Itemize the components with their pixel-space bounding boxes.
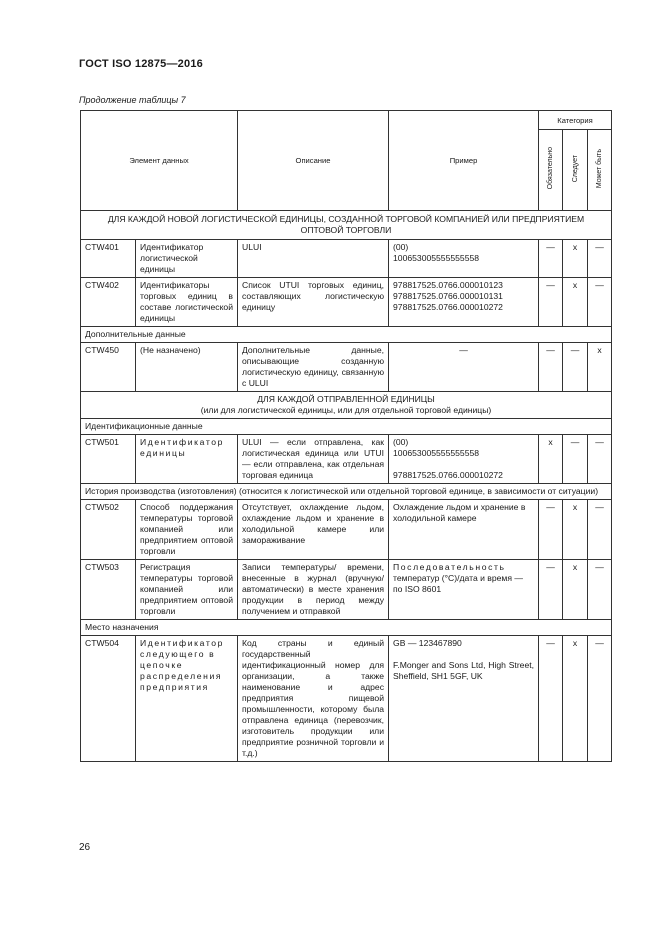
row-mandatory: — [539,636,563,762]
col-header-element: Элемент данных [81,111,238,211]
example-line: GB — 123467890 [393,638,462,648]
row-example [389,636,539,762]
row-may: — [588,560,612,620]
example-line: (00) [393,437,409,447]
example-spacer [393,649,534,660]
row-should: x [563,240,588,278]
table-row [81,560,612,620]
group-row [81,484,612,500]
row-code: CTW501 [81,435,136,484]
section-title: ДЛЯ КАЖДОЙ НОВОЙ ЛОГИСТИЧЕСКОЙ ЕДИНИЦЫ, СОЗДАННОЙ ТОРГОВОЙ КОМПАНИЕЙ ИЛИ ПРЕДПРИЯТИЕМ ОПТОВОЙ ТОРГОВЛИ [81,211,612,240]
row-description: Дополнительные данные, описывающие созданную логистическую единицу, связанную с ULUI [238,343,389,392]
row-should: x [563,636,588,762]
example-line: 978817525.0766.000010131 [393,291,503,301]
row-should: x [563,278,588,327]
row-description: Список UTUI торговых единиц, составляющих логистическую единицу [238,278,389,327]
row-mandatory: — [539,240,563,278]
row-should: x [563,500,588,560]
group-title-main: История производства (изготовления) [85,486,237,496]
example-line: 978817525.0766.000010123 [393,280,503,290]
row-element: Идентификатор логистической единицы [136,240,238,278]
row-should: — [563,435,588,484]
row-code: CTW502 [81,500,136,560]
table-row [81,278,612,327]
table-row [81,240,612,278]
row-element: Идентификаторы торговых единиц в составе логистической единицы [136,278,238,327]
row-mandatory: — [539,500,563,560]
data-elements-table [80,110,612,762]
col-header-mandatory [539,130,563,211]
group-row [81,620,612,636]
example-line: 978817525.0766.000010272 [393,470,503,480]
row-example [389,435,539,484]
col-header-may-label: Может быть [596,148,604,189]
table-row [81,636,612,762]
row-code: CTW503 [81,560,136,620]
example-spacer [393,459,534,470]
table-row [81,500,612,560]
row-description: Отсутствует, охлаждение льдом, охлаждение льдом и хранение в холодильной камере или замораживание [238,500,389,560]
row-example: Охлаждение льдом и хранение в холодильной камере [389,500,539,560]
group-title-note: (относится к логистической или отдельной торговой единице, в зависимости от ситуации) [236,486,599,496]
row-mandatory: — [539,278,563,327]
row-mandatory: x [539,435,563,484]
row-may: — [588,435,612,484]
section-title-main: ДЛЯ КАЖДОЙ ОТПРАВЛЕННОЙ ЕДИНИЦЫ [257,394,435,404]
section-subtitle: (или для логистической единицы, или для отдельной торговой единицы) [200,405,492,415]
col-header-should-label: Следует [571,154,579,183]
group-title: Место назначения [81,620,612,636]
group-row [81,419,612,435]
row-example [389,278,539,327]
col-header-may [588,130,612,211]
row-element: (Не назначено) [136,343,238,392]
col-header-example: Пример [389,111,539,211]
group-title: Дополнительные данные [81,327,612,343]
group-row [81,327,612,343]
table-continuation-caption: Продолжение таблицы 7 [79,95,186,105]
example-line: температур (°С)/дата и время — по ISO 8601 [393,573,523,594]
section-row [81,211,612,240]
row-element: Идентификатор единицы [136,435,238,484]
row-description: Код страны и единый государственный идентификационный номер для организации, а также наименование и адрес предприятия пищевой промышленности, которому была отправлена единица (перевозчик, изготовитель продукции или предприятие розничной торговли и т.д.) [238,636,389,762]
row-may: — [588,636,612,762]
row-mandatory: — [539,560,563,620]
group-title [81,484,612,500]
row-element: Идентификатор следующего в цепочке распределения предприятия [136,636,238,762]
page-number: 26 [79,842,91,853]
example-line: 978817525.0766.000010272 [393,302,503,312]
example-line: F.Monger and Sons Ltd, High Street, Sheffield, SH1 5GF, UK [393,660,535,681]
col-header-should [563,130,588,211]
row-element: Способ поддержания температуры торговой компанией или предприятием оптовой торговли [136,500,238,560]
row-example [389,240,539,278]
example-line: (00) [393,242,409,252]
col-header-category: Категория [539,111,612,130]
row-should: — [563,343,588,392]
group-title: Идентификационные данные [81,419,612,435]
row-may: x [588,343,612,392]
row-example [389,560,539,620]
row-mandatory: — [539,343,563,392]
row-example: — [389,343,539,392]
col-header-description: Описание [238,111,389,211]
row-description: ULUI — если отправлена, как логистическая единица или UTUI — если отправлена, как отдельная торговая единица [238,435,389,484]
row-may: — [588,278,612,327]
document-title: ГОСТ ISO 12875—2016 [79,58,203,70]
row-may: — [588,240,612,278]
example-line: 100653005555555558 [393,253,480,263]
section-row [81,392,612,419]
row-code: CTW402 [81,278,136,327]
row-code: CTW450 [81,343,136,392]
section-title [81,392,612,419]
row-may: — [588,500,612,560]
row-should: x [563,560,588,620]
col-header-mandatory-label: Обязательно [547,147,555,190]
row-description: Записи температуры/ времени, внесенные в журнал (вручную/ автоматически) в месте хранения продукции в период между получением и отправкой [238,560,389,620]
row-element: Регистрация температуры торговой компанией или предприятием оптовой торговли [136,560,238,620]
row-code: CTW401 [81,240,136,278]
example-line: Последовательность [393,562,506,572]
table-row [81,435,612,484]
row-code: CTW504 [81,636,136,762]
example-line: 100653005555555558 [393,448,480,458]
row-description: ULUI [238,240,389,278]
table-row [81,343,612,392]
